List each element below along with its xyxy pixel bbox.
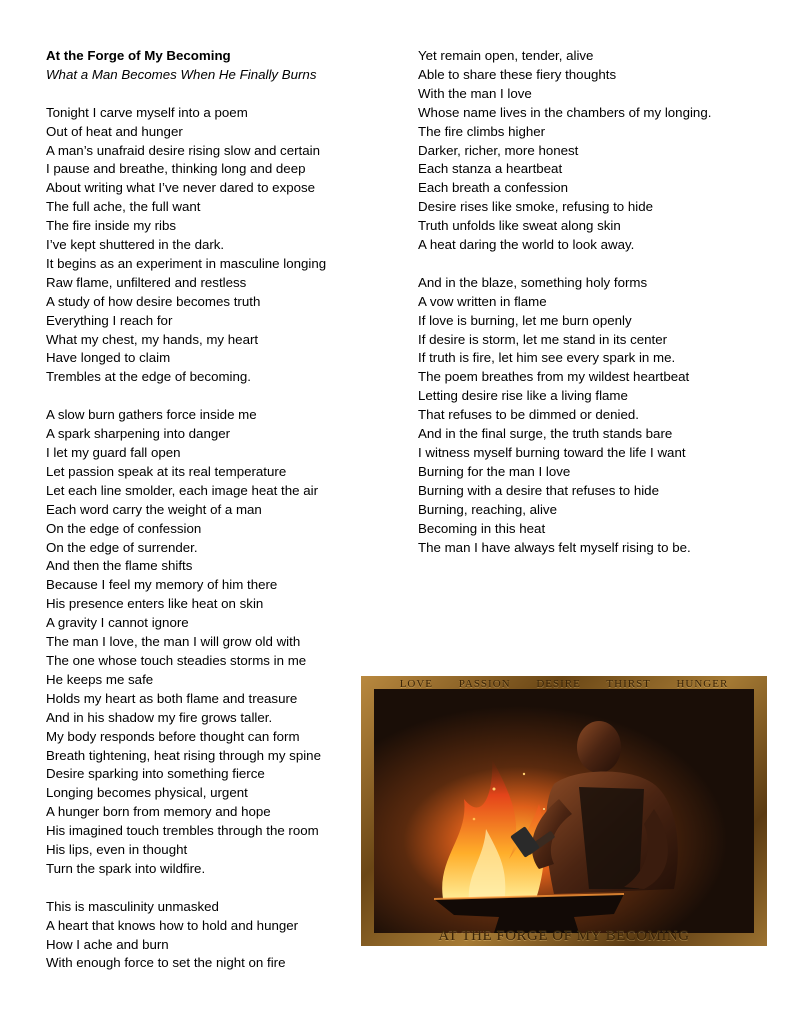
poem-line: And then the flame shifts	[46, 558, 193, 574]
poem-line: What my chest, my hands, my heart	[46, 331, 259, 347]
poem-line: Letting desire rise like a living flame	[418, 388, 628, 404]
poem-column-left	[46, 47, 366, 973]
poem-line: The man I have always felt myself rising to be.	[418, 539, 691, 555]
poem-line: Longing becomes physical, urgent	[46, 785, 248, 801]
artwork-frame	[361, 676, 767, 946]
poem-line: His imagined touch trembles through the room	[46, 823, 319, 839]
poem-line: This is masculinity unmasked	[46, 898, 219, 914]
poem-line: It begins as an experiment in masculine longing	[46, 255, 327, 271]
poem-line: Yet remain open, tender, alive	[418, 48, 594, 63]
poem-line: Let passion speak at its real temperature	[46, 463, 287, 479]
poem-line: Burning with a desire that refuses to hide	[418, 482, 659, 498]
poem-line: On the edge of confession	[46, 520, 202, 536]
poem-line: The fire climbs higher	[418, 123, 546, 139]
poem-line: My body responds before thought can form	[46, 728, 300, 744]
poem-line: If love is burning, let me burn openly	[418, 312, 632, 328]
poem-line: And in his shadow my fire grows taller.	[46, 709, 273, 725]
right-stanzas	[418, 47, 758, 557]
poem-line: A spark sharpening into danger	[46, 426, 231, 442]
poem-line: Truth unfolds like sweat along skin	[418, 218, 621, 234]
poem-line: Turn the spark into wildfire.	[46, 860, 206, 876]
poem-line: With enough force to set the night on fire	[46, 955, 286, 971]
poem-line: Raw flame, unfiltered and restless	[46, 274, 247, 290]
poem-line: Darker, richer, more honest	[418, 142, 579, 158]
poem-title: At the Forge of My Becoming	[46, 48, 231, 63]
poem-line: A hunger born from memory and hope	[46, 804, 271, 820]
poem-line: And in the blaze, something holy forms	[418, 274, 648, 290]
poem-line: Burning for the man I love	[418, 463, 571, 479]
poem-line: Let each line smolder, each image heat the air	[46, 482, 319, 498]
poem-line: Each word carry the weight of a man	[46, 501, 262, 517]
poem-line: The man I love, the man I will grow old with	[46, 634, 301, 650]
poem-line: I’ve kept shuttered in the dark.	[46, 237, 225, 253]
poem-column-right	[418, 47, 758, 557]
poem-line: How I ache and burn	[46, 936, 169, 952]
poem-line: Everything I reach for	[46, 312, 173, 328]
poem-line: A vow written in flame	[418, 293, 547, 309]
poem-line: Desire sparking into something fierce	[46, 766, 265, 782]
poem-line: A man’s unafraid desire rising slow and certain	[46, 142, 320, 158]
poem-line: The one whose touch steadies storms in me	[46, 652, 307, 668]
poem-line: A slow burn gathers force inside me	[46, 407, 257, 423]
poem-line: Each breath a confession	[418, 180, 569, 196]
poem-line: Holds my heart as both flame and treasure	[46, 690, 298, 706]
poem-line: A heat daring the world to look away.	[418, 237, 635, 253]
poem-line: Desire rises like smoke, refusing to hide	[418, 199, 654, 215]
poem-line: If desire is storm, let me stand in its center	[418, 331, 668, 347]
poem-line: About writing what I’ve never dared to expose	[46, 180, 316, 196]
poem-line: A study of how desire becomes truth	[46, 293, 261, 309]
poem-line: And in the final surge, the truth stands bare	[418, 426, 673, 442]
blacksmith-painting-icon	[374, 689, 754, 933]
poem-line: Becoming in this heat	[418, 520, 546, 536]
poem-line: Out of heat and hunger	[46, 123, 183, 139]
poem-line: The poem breathes from my wildest heartbeat	[418, 369, 690, 385]
poem-line: Each stanza a heartbeat	[418, 161, 563, 177]
poem-line: On the edge of surrender.	[46, 539, 198, 555]
poem-line: Burning, reaching, alive	[418, 501, 557, 517]
poem-line: His lips, even in thought	[46, 842, 188, 858]
poem-line: I witness myself burning toward the life I want	[418, 445, 686, 461]
poem-line: Have longed to claim	[46, 350, 171, 366]
poem-line: Trembles at the edge of becoming.	[46, 369, 251, 385]
poem-line: If truth is fire, let him see every spark in me.	[418, 350, 676, 366]
poem-line: He keeps me safe	[46, 671, 154, 687]
poem-subtitle: What a Man Becomes When He Finally Burns	[46, 66, 317, 82]
poem-line: I pause and breathe, thinking long and deep	[46, 161, 306, 177]
poem-line: Tonight I carve myself into a poem	[46, 104, 248, 120]
poem-line: Because I feel my memory of him there	[46, 577, 278, 593]
poem-line: A heart that knows how to hold and hunger	[46, 917, 299, 933]
poem-line: I let my guard fall open	[46, 445, 181, 460]
poem-line: With the man I love	[418, 85, 532, 101]
frame-bottom-title: AT THE FORGE OF MY BECOMING	[438, 928, 690, 944]
frame-top-words: LOVE PASSION DESIRE THIRST HUNGER	[399, 678, 729, 690]
poem-line: Able to share these fiery thoughts	[418, 66, 617, 82]
poem-line: The fire inside my ribs	[46, 218, 177, 234]
left-stanzas	[46, 104, 366, 974]
poem-line: His presence enters like heat on skin	[46, 596, 264, 612]
poem-line: Breath tightening, heat rising through my spine	[46, 747, 321, 763]
poem-line: Whose name lives in the chambers of my longing.	[418, 104, 712, 120]
poem-line: A gravity I cannot ignore	[46, 615, 189, 631]
poem-line: The full ache, the full want	[46, 199, 201, 215]
poem-line: That refuses to be dimmed or denied.	[418, 407, 639, 423]
